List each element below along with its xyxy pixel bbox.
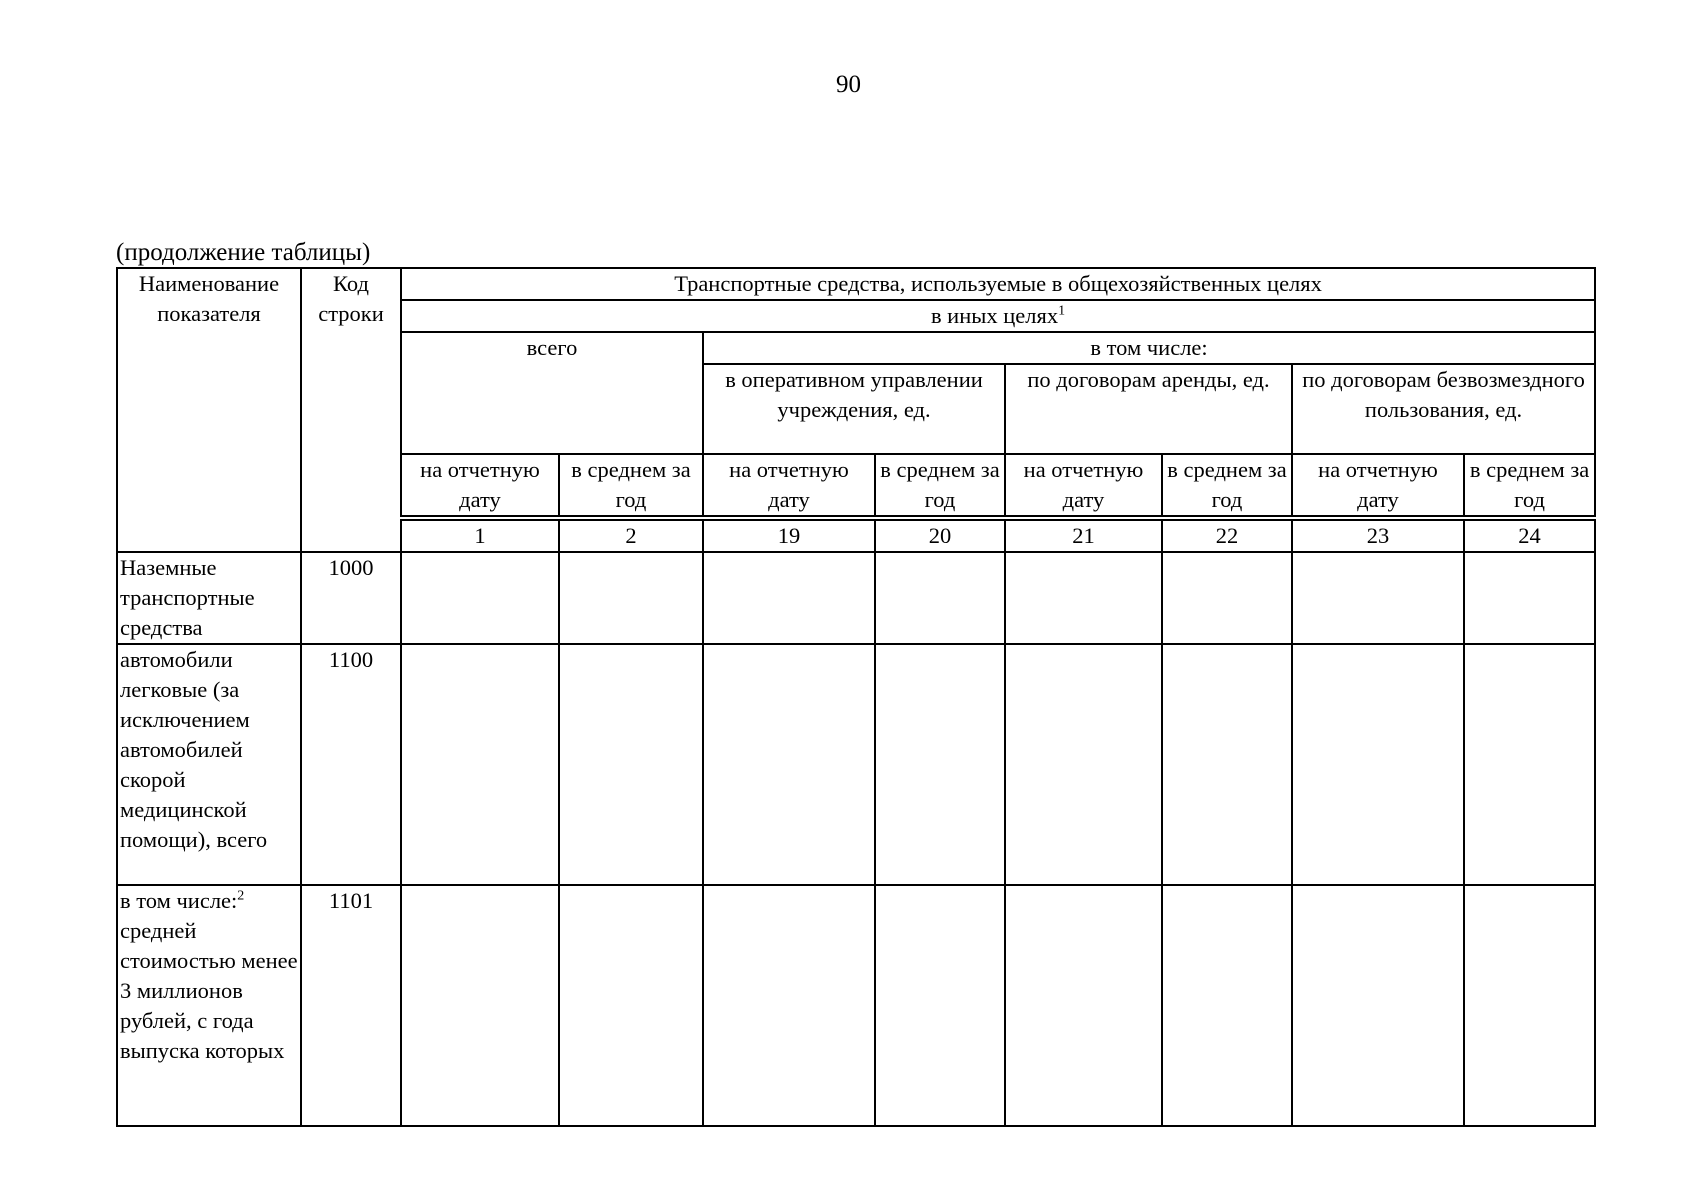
column-number: 2 (559, 518, 703, 552)
data-cell[interactable] (703, 885, 875, 1126)
header-lease: по договорам аренды, ед. (1005, 364, 1292, 454)
data-cell[interactable] (1464, 644, 1595, 885)
data-cell[interactable] (1292, 644, 1464, 885)
data-cell[interactable] (401, 552, 559, 644)
data-cell[interactable] (1162, 552, 1292, 644)
row-name-prefix: в том числе: (120, 888, 238, 913)
column-number: 21 (1005, 518, 1162, 552)
row-code: 1101 (301, 885, 401, 1126)
table-row (117, 552, 1595, 644)
row-name: Наземные транспортные средства (117, 552, 301, 644)
header-including: в том числе: (703, 332, 1595, 364)
header-subgroup-title (401, 300, 1595, 332)
data-cell[interactable] (1005, 552, 1162, 644)
table-row (117, 885, 1595, 1126)
row-name: автомобили легковые (за исключением автомобилей скорой медицинской помощи), всего (117, 644, 301, 885)
header-group-title: Транспортные средства, используемые в общехозяйственных целях (401, 268, 1595, 300)
table-row (117, 644, 1595, 885)
header-on-date: на отчетную дату (1005, 454, 1162, 518)
subgroup-title-text: в иных целях (930, 303, 1059, 328)
row-name (117, 885, 301, 1126)
data-cell[interactable] (1292, 885, 1464, 1126)
data-cell[interactable] (1162, 644, 1292, 885)
header-average-year: в среднем за год (875, 454, 1005, 518)
data-cell[interactable] (401, 644, 559, 885)
data-cell[interactable] (703, 644, 875, 885)
data-cell[interactable] (559, 885, 703, 1126)
data-cell[interactable] (703, 552, 875, 644)
data-cell[interactable] (559, 552, 703, 644)
page-number: 90 (836, 71, 861, 98)
data-cell[interactable] (875, 644, 1005, 885)
row-code: 1100 (301, 644, 401, 885)
footnote-mark: 2 (237, 888, 245, 904)
header-on-date: на отчетную дату (703, 454, 875, 518)
header-name-column: Наименование показателя (117, 268, 301, 552)
header-operative-management: в оперативном управлении учреждения, ед. (703, 364, 1005, 454)
header-average-year: в среднем за год (559, 454, 703, 518)
data-cell[interactable] (401, 885, 559, 1126)
data-cell[interactable] (559, 644, 703, 885)
header-total: всего (401, 332, 703, 454)
column-number: 20 (875, 518, 1005, 552)
data-cell[interactable] (1464, 552, 1595, 644)
header-average-year: в среднем за год (1162, 454, 1292, 518)
data-cell[interactable] (1162, 885, 1292, 1126)
data-cell[interactable] (875, 885, 1005, 1126)
data-table (116, 267, 1596, 1127)
header-average-year: в среднем за год (1464, 454, 1595, 518)
row-code: 1000 (301, 552, 401, 644)
header-gratuitous-use: по договорам безвозмездного пользования, ед. (1292, 364, 1595, 454)
column-number: 19 (703, 518, 875, 552)
data-cell[interactable] (1005, 885, 1162, 1126)
data-cell[interactable] (1292, 552, 1464, 644)
column-number: 22 (1162, 518, 1292, 552)
data-cell[interactable] (875, 552, 1005, 644)
header-on-date: на отчетную дату (1292, 454, 1464, 518)
header-code-column: Код строки (301, 268, 401, 552)
column-number: 1 (401, 518, 559, 552)
header-on-date: на отчетную дату (401, 454, 559, 518)
column-number: 24 (1464, 518, 1595, 552)
table-caption: (продолжение таблицы) (116, 239, 371, 266)
row-name-text: средней стоимостью менее 3 миллионов рублей, с года выпуска которых (120, 918, 298, 1063)
data-cell[interactable] (1464, 885, 1595, 1126)
data-cell[interactable] (1005, 644, 1162, 885)
column-number: 23 (1292, 518, 1464, 552)
footnote-mark: 1 (1058, 303, 1066, 319)
